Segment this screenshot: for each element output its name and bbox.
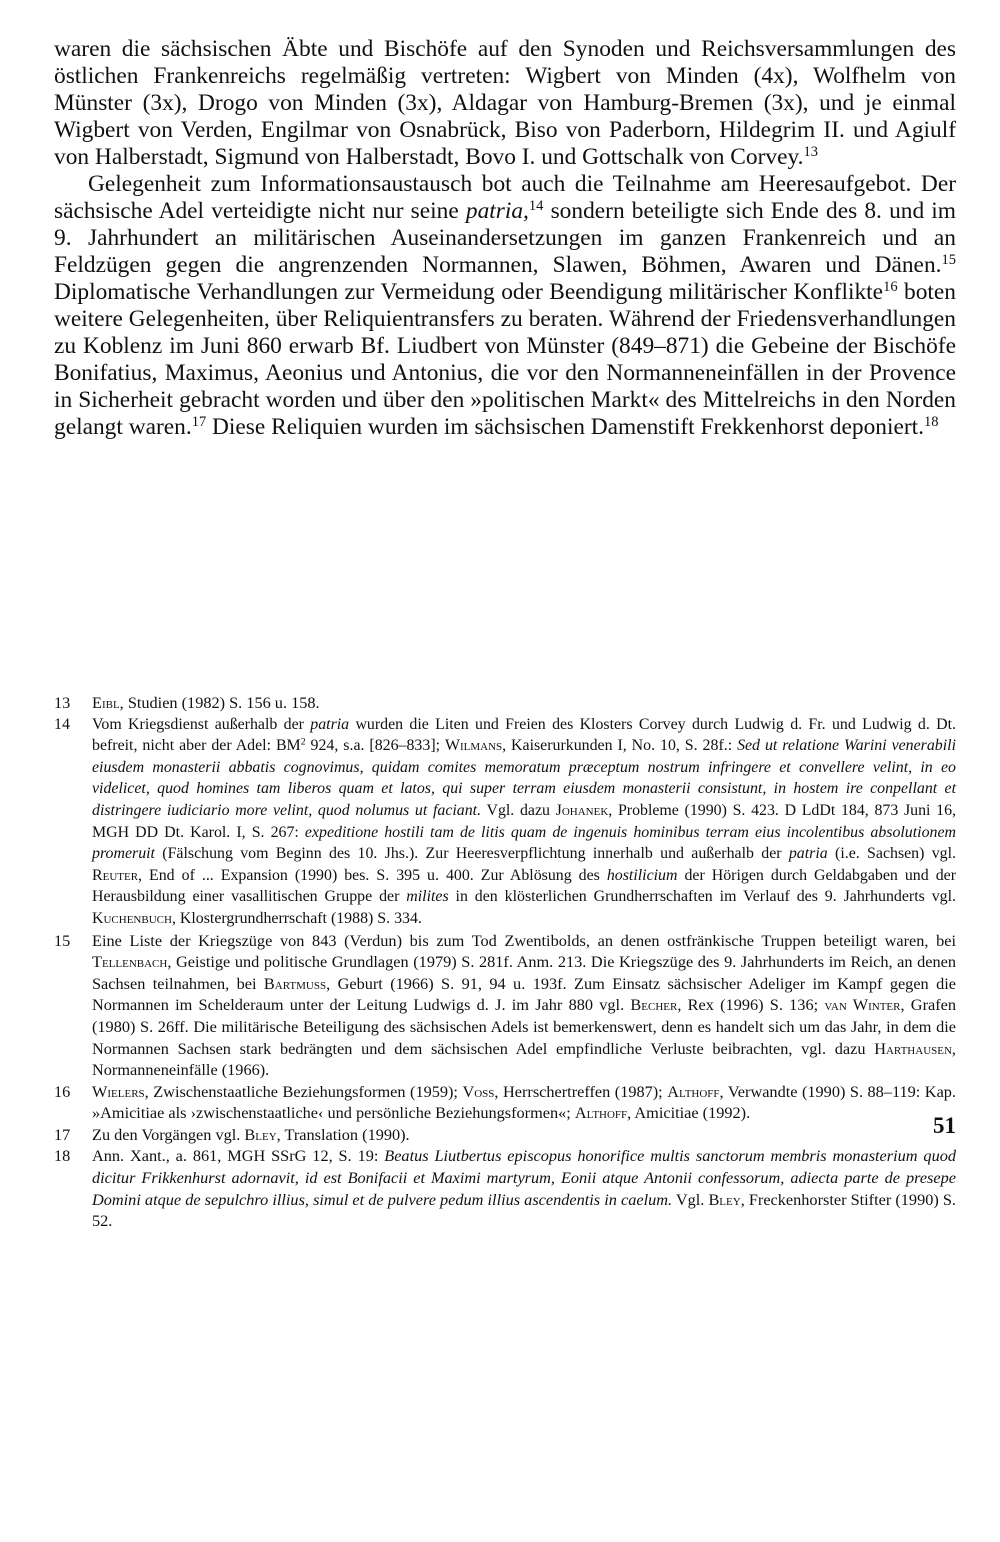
- footnote-text: , Kaiserurkunden I, No. 10, S. 28f.:: [502, 737, 738, 755]
- author-name: Althoff: [667, 1081, 720, 1101]
- footnote-text: , Freckenhorster Stifter (1990) S. 52.: [92, 1189, 956, 1231]
- footnote-17: [54, 1124, 956, 1146]
- author-name: Wielers: [92, 1081, 145, 1101]
- author-name: Kuchenbuch: [92, 909, 172, 927]
- footnote-13: [54, 692, 956, 714]
- footnote-number: 13: [54, 693, 71, 712]
- footnote-text: , Translation (1990).: [276, 1124, 410, 1144]
- paragraph-text: Gelegenheit zum Informationsaustausch bot auch die Teilnahme am Heeresaufgebot. Der sächsische Adel verteidigte nicht nur seine: [54, 171, 956, 224]
- footnote-text: , Herrschertreffen (1987);: [494, 1081, 668, 1101]
- footnote-text: Vgl. dazu: [481, 801, 556, 819]
- italic-term: milites: [406, 888, 449, 906]
- author-name: Wilmans: [444, 737, 503, 755]
- footnote-number: 18: [54, 1146, 71, 1166]
- footnote-ref-14[interactable]: 14: [528, 198, 544, 215]
- footnote-text: , Probleme (1990) S. 423. D LdDt 184, 873 Juni 16, MGH DD Dt. Karol. I, S. 267:: [92, 801, 957, 841]
- footnote-text: , Studien (1982) S. 156 u. 158.: [119, 693, 320, 712]
- paragraph-text: Diese Reliquien wurden im sächsischen Damenstift Frekkenhorst deponiert.: [206, 414, 924, 440]
- latin-quote: Sed ut relatione Warini venerabili eiusdem monasterii abbatis cognovimus, quidam comites memoratum præceptum nostrum infringere et convellere velint, in eo videlicet, quod homines tam liberos quam et latos, qui super terram eiusdem monasterii consistunt, in hostem ire conpellant et distringere iudiciario more velint, quod nolumus ut faciant.: [92, 737, 956, 819]
- footnote-text: , Geistige und politische Grundlagen (1979) S. 281f. Anm. 213. Die Kriegszüge des 9. Jahrhunderts im Reich, an denen Sachsen teilnahmen, bei: [92, 952, 956, 993]
- author-name: van Winter: [824, 995, 901, 1015]
- page-number: 51: [933, 1113, 956, 1138]
- paragraph-1: [54, 36, 956, 171]
- footnote-text: , Zwischenstaatliche Beziehungsformen (1959);: [144, 1081, 463, 1101]
- main-text: [54, 36, 956, 441]
- latin-quote: Beatus Liutbertus episcopus honorifice multis sanctorum membris monasterium quod dicitur Frikkenhurst adornavit, id est Bonifacii et Maximi martyrum, Eonii atque Antonii confessorum, adiecta parte de presepe Domini atque de sepulchro illius, simul et de pulvere pedum illius ascendentis in caelum.: [92, 1146, 956, 1209]
- footnote-text: 924, s.a. [826–833];: [305, 737, 445, 755]
- paragraph-text: waren die sächsischen Äbte und Bischöfe auf den Synoden und Reichsversammlungen des östlichen Frankenreichs regelmäßig vertreten: Wigbert von Minden (4x), Wolfhelm von Münster (3x), Drogo von Minden (3x), Aldagar von Hamburg-Bremen (3x), und je einmal Wigbert von Verden, Engilmar von Osnabrück, Biso von Paderborn, Hildegrim II. und Agiulf von Halberstadt, Sigmund von Halberstadt, Bovo I. und Gottschalk von Corvey.: [54, 36, 956, 170]
- author-name: Becher: [630, 995, 678, 1015]
- paragraph-text: sondern beteiligte sich Ende des 8. und im 9. Jahrhundert an militärischen Auseinandersetzungen im ganzen Frankenreich und an Feldzügen gegen die angrenzenden Normannen, Slawen, Böhmen, Awaren und Dänen.: [54, 198, 957, 278]
- author-name: Eibl: [92, 693, 120, 712]
- author-name: Reuter: [92, 866, 139, 884]
- footnote-ref-18[interactable]: 18: [923, 414, 939, 431]
- paragraph-text: Diplomatische Verhandlungen zur Vermeidung oder Beendigung militärischer Konflikte: [54, 279, 884, 305]
- author-name: Althoff: [574, 1103, 628, 1123]
- footnote-ref-16[interactable]: 16: [883, 279, 898, 296]
- footnote-text: , End of ... Expansion (1990) bes. S. 395 u. 400. Zur Ablösung des: [138, 866, 607, 884]
- author-name: Tellenbach: [92, 952, 168, 972]
- footnote-text: , Geburt (1966) S. 91, 94 u. 193f. Zum Einsatz sächsischer Adeliger im Kampf gegen die Normannen im Schelderaum unter der Leitung Ludwigs d. J. im Jahr 880 vgl.: [92, 973, 957, 1015]
- paragraph-text: boten weitere Gelegenheiten, über Reliquientransfers zu beraten. Während der Friedensverhandlungen zu Koblenz im Juni 860 erwarb Bf. Liudbert von Münster (849–871) die Gebeine der Bischöfe Bonifatius, Maximus, Aeonius und Antonius, die vor den Normanneneinfällen in der Provence in Sicherheit gebracht worden und über den »politischen Markt« des Mittelreichs in den Norden gelangt waren.: [54, 279, 956, 440]
- footnote-number: 14: [54, 715, 70, 733]
- footnote-number: 16: [54, 1081, 71, 1101]
- footnote-text: , Rex (1996) S. 136;: [677, 995, 825, 1015]
- footnote-ref-13[interactable]: 13: [803, 144, 818, 161]
- footnote-14: [54, 714, 956, 930]
- footnote-ref-15[interactable]: 15: [941, 252, 956, 269]
- footnote-text: (Fälschung vom Beginn des 10. Jhs.). Zur Heeresverpflichtung innerhalb und außerhalb der: [154, 845, 789, 863]
- footnote-text: Vom Kriegsdienst außerhalb der: [92, 715, 311, 733]
- footnotes: [54, 692, 956, 1232]
- author-name: Bley: [708, 1189, 741, 1209]
- author-name: Bley: [244, 1124, 277, 1144]
- footnote-number: 15: [54, 930, 71, 950]
- footnote-text: , Normanneneinfälle (1966).: [92, 1038, 956, 1080]
- footnote-text: Eine Liste der Kriegszüge von 843 (Verdun) bis zum Tod Zwentibolds, an denen ostfränkische Truppen beteiligt waren, bei: [92, 930, 956, 950]
- footnote-number: 17: [54, 1124, 71, 1144]
- italic-term: patria: [788, 845, 828, 863]
- author-name: Johanek: [555, 801, 609, 819]
- footnote-text: in den klösterlichen Grundherrschaften im Verlauf des 9. Jahrhunderts vgl.: [448, 888, 956, 906]
- footnote-text: , Amicitiae (1992).: [627, 1103, 751, 1123]
- footnote-text: , Grafen (1980) S. 26ff. Die militärische Beteiligung des sächsischen Adels ist bemerkenswert, denn es handelt sich um das Jahr, in dem die Normannen Sachsen stark bedrängten und dem sächsischen Adel empfindliche Verluste beibrachten, vgl. dazu: [92, 995, 957, 1058]
- author-name: Harthausen: [874, 1038, 952, 1058]
- paragraph-2: [54, 171, 956, 441]
- italic-term: hostilicium: [606, 866, 678, 884]
- italic-term: patria: [310, 715, 350, 733]
- footnote-text: Ann. Xant., a. 861, MGH SSrG 12, S. 19:: [92, 1146, 385, 1166]
- footnote-text: der Hörigen durch Geldabgaben und der Herausbildung einer vasallitischen Gruppe der: [92, 866, 956, 906]
- italic-term: patria,: [465, 198, 529, 224]
- footnote-15: [54, 930, 956, 1081]
- footnote-text: Vgl.: [672, 1189, 709, 1209]
- author-name: Voss: [462, 1081, 495, 1101]
- footnote-18: [54, 1145, 956, 1231]
- edition-superscript: 2: [300, 736, 306, 748]
- footnote-text: (i.e. Sachsen) vgl.: [827, 845, 957, 863]
- footnote-text: Zu den Vorgängen vgl.: [92, 1124, 245, 1144]
- footnote-16: [54, 1081, 956, 1124]
- footnote-text: , Verwandte (1990) S. 88–119: Kap. »Amicitiae als ›zwischenstaatliche‹ und persönliche Beziehungsformen«;: [92, 1081, 957, 1123]
- footnote-text: , Klostergrundherrschaft (1988) S. 334.: [171, 909, 422, 927]
- footnote-text: wurden die Liten und Freien des Klosters Corvey durch Ludwig d. Fr. und Ludwig d. Dt. befreit, nicht aber der Adel: BM: [92, 715, 956, 755]
- latin-quote: expeditione hostili tam de litis quam de ingenuis hominibus terram eius incolentibus absolutionem promeruit: [92, 823, 956, 863]
- author-name: Bartmuss: [263, 973, 327, 993]
- footnote-ref-17[interactable]: 17: [191, 414, 207, 431]
